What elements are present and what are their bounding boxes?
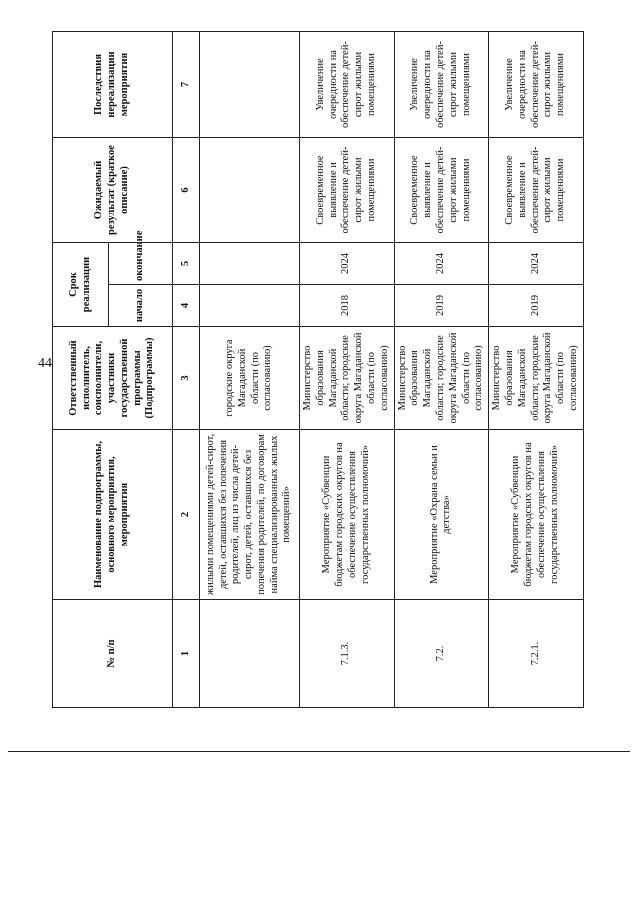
row-end <box>200 243 300 285</box>
column-number: 4 <box>173 285 200 327</box>
column-number: 1 <box>173 600 200 708</box>
row-result: Своевременное выявление и обеспечение детей-сирот жилыми помещениями <box>300 138 395 243</box>
header-responsible: Ответственный исполнитель, соисполнители, участники государственной программы (Подпрограммы) <box>53 327 173 430</box>
row-consequence: Увеличение очередности на обеспечение детей-сирот жилыми помещениями <box>300 32 395 138</box>
row-start: 2018 <box>300 285 395 327</box>
header-start: начало <box>109 285 173 327</box>
program-activities-table <box>52 31 584 708</box>
row-num: 7.2. <box>394 600 489 708</box>
row-responsible: городские округа Магаданской области (по согласованию) <box>200 327 300 430</box>
column-number: 3 <box>173 327 200 430</box>
header-name: Наименование подпрограммы, основного мероприятия, мероприятия <box>53 430 173 600</box>
column-number: 7 <box>173 32 200 138</box>
row-consequence: Увеличение очередности на обеспечение детей-сирот жилыми помещениями <box>394 32 489 138</box>
column-number: 6 <box>173 138 200 243</box>
table-row <box>489 32 584 708</box>
header-end: окончание <box>109 243 173 285</box>
row-end: 2024 <box>394 243 489 285</box>
row-responsible: Министерство образования Магаданской области; городские округа Магаданской области (по согласованию) <box>489 327 584 430</box>
row-responsible: Министерство образования Магаданской области; городские округа Магаданской области (по согласованию) <box>300 327 395 430</box>
row-start: 2019 <box>394 285 489 327</box>
column-number: 2 <box>173 430 200 600</box>
row-result: Своевременное выявление и обеспечение детей-сирот жилыми помещениями <box>489 138 584 243</box>
row-num <box>200 600 300 708</box>
header-row-1 <box>53 32 109 708</box>
row-name: Мероприятие «Охрана семьи и детства» <box>394 430 489 600</box>
row-consequence: Увеличение очередности на обеспечение детей-сирот жилыми помещениями <box>489 32 584 138</box>
header-consequence: Последствия нереализации мероприятия <box>53 32 173 138</box>
table-row <box>394 32 489 708</box>
row-consequence <box>200 32 300 138</box>
column-numbers-row <box>173 32 200 708</box>
row-end: 2024 <box>489 243 584 285</box>
row-name: Мероприятие «Субвенции бюджетам городских округов на обеспечение осуществления государственных полномочий» <box>489 430 584 600</box>
row-result: Своевременное выявление и обеспечение детей-сирот жилыми помещениями <box>394 138 489 243</box>
column-number: 5 <box>173 243 200 285</box>
header-term: Срок реализации <box>53 243 109 327</box>
row-num: 7.2.1. <box>489 600 584 708</box>
row-name: Мероприятие «Субвенции бюджетам городских округов на обеспечение осуществления государственных полномочий» <box>300 430 395 600</box>
row-responsible: Министерство образования Магаданской области; городские округа Магаданской области (по согласованию) <box>394 327 489 430</box>
row-name: жилыми помещениями детей-сирот, детей, оставшихся без попечения родителей, лиц из числа детей-сирот, детей, оставшихся без попечения родителей, по договорам найма специализированных жилых помещений» <box>200 430 300 600</box>
header-result: Ожидаемый результат (краткое описание) <box>53 138 173 243</box>
header-num: № п/п <box>53 600 173 708</box>
row-num: 7.1.3. <box>300 600 395 708</box>
page-number: 44 <box>38 356 52 371</box>
rotated-table-wrapper <box>52 32 579 708</box>
row-end: 2024 <box>300 243 395 285</box>
row-start: 2019 <box>489 285 584 327</box>
row-result <box>200 138 300 243</box>
row-start <box>200 285 300 327</box>
table-row <box>200 32 300 708</box>
bottom-divider-line <box>8 751 630 752</box>
table-row <box>300 32 395 708</box>
